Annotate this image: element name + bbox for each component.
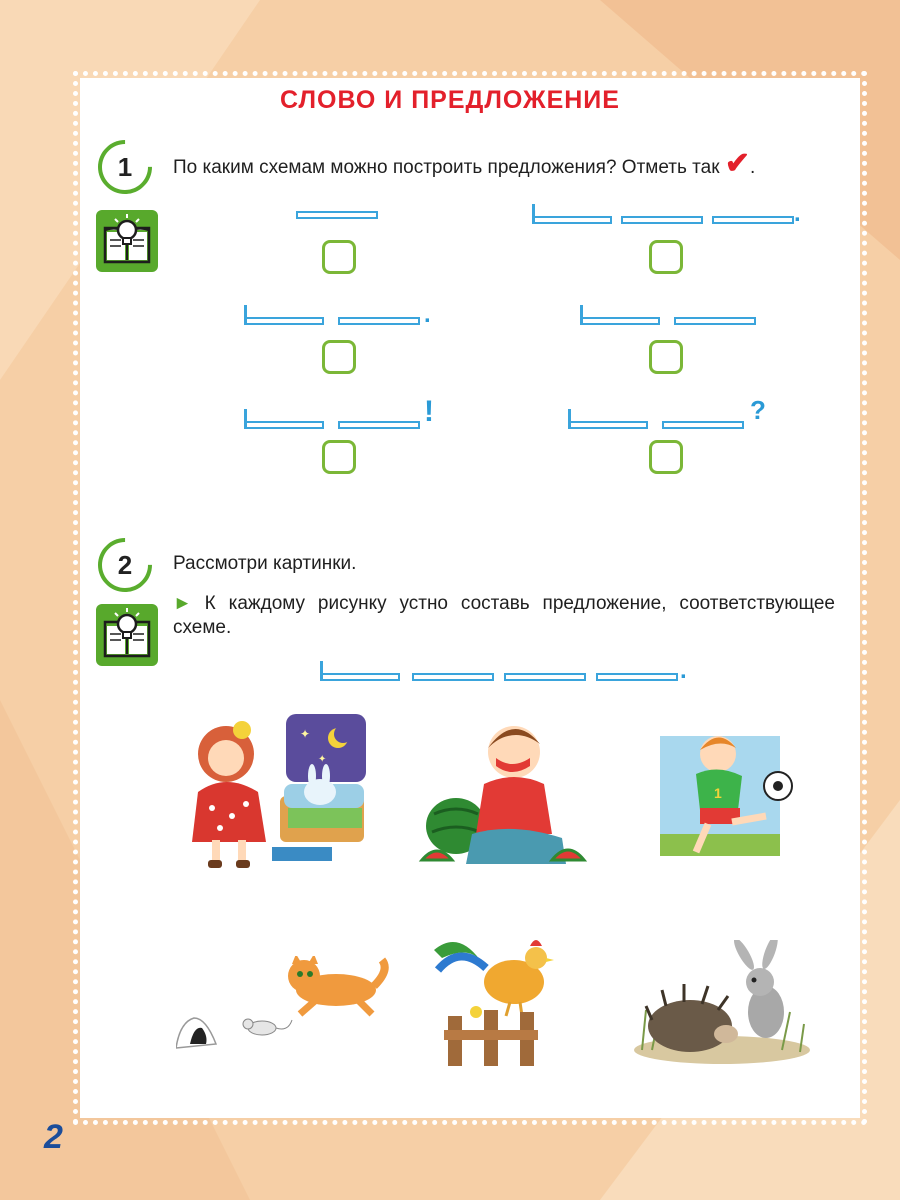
- scheme-word-line: [712, 216, 794, 224]
- rooster-on-fence-picture: [428, 930, 558, 1070]
- scheme-word-line: [504, 673, 586, 681]
- scheme-word-line: [674, 317, 756, 325]
- boy-eating-watermelon-picture: [412, 714, 592, 874]
- scheme-word-line: [338, 421, 420, 429]
- scheme-word-line: [596, 673, 678, 681]
- scheme-word-line-capital: [568, 421, 648, 429]
- task-2-number: 2: [117, 549, 133, 580]
- scheme-word-line-capital: [244, 421, 324, 429]
- scheme-5-answer-box[interactable]: [322, 440, 356, 474]
- scheme-word-line-capital: [532, 216, 612, 224]
- task-2-heading: Рассмотри картинки.: [173, 553, 357, 574]
- book-lightbulb-icon: [96, 210, 158, 272]
- task-1-question: [173, 147, 833, 180]
- scheme-end-mark: .: [680, 657, 687, 684]
- book-lightbulb-icon: [96, 604, 158, 666]
- scheme-word-line: [296, 211, 378, 219]
- scheme-word-line: [662, 421, 744, 429]
- scheme-end-mark: !: [424, 395, 434, 428]
- boy-kicking-ball-picture: [660, 716, 800, 866]
- scheme-end-mark: .: [794, 200, 801, 227]
- scheme-word-line-capital: [244, 317, 324, 325]
- scheme-word-line-capital: [580, 317, 660, 325]
- scheme-word-line: [621, 216, 703, 224]
- scheme-word-line: [338, 317, 420, 325]
- page-number: 2: [44, 1118, 63, 1156]
- scheme-3-answer-box[interactable]: [322, 340, 356, 374]
- scheme-4-answer-box[interactable]: [649, 340, 683, 374]
- task-1-question-text: По каким схемам можно построить предложения? Отметь так: [173, 157, 720, 178]
- svg-text:✦: ✦: [318, 754, 327, 765]
- task-1-number: 1: [117, 151, 133, 182]
- cat-chasing-mouse-picture: [176, 956, 396, 1056]
- scheme-word-line-capital: [320, 673, 400, 681]
- bullet-arrow-icon: ►: [173, 593, 192, 614]
- scheme-word-line: [412, 673, 494, 681]
- task-2-instruction-text: К каждому рисунку устно составь предложение, соответствующее схеме.: [173, 593, 835, 638]
- girl-putting-bunny-to-bed-picture: [188, 712, 368, 872]
- task-1-question-end: .: [749, 157, 756, 178]
- page-title: СЛОВО И ПРЕДЛОЖЕНИЕ: [280, 86, 620, 114]
- svg-text:1: 1: [714, 785, 722, 801]
- scheme-2-answer-box[interactable]: [649, 240, 683, 274]
- hare-and-hedgehog-picture: [632, 940, 812, 1070]
- scheme-1-answer-box[interactable]: [322, 240, 356, 274]
- scheme-end-mark: ?: [750, 395, 766, 425]
- task-2-instruction: [173, 592, 835, 640]
- scheme-end-mark: .: [424, 301, 431, 328]
- scheme-6-answer-box[interactable]: [649, 440, 683, 474]
- svg-text:✦: ✦: [300, 727, 311, 741]
- check-icon: ✔: [724, 147, 750, 180]
